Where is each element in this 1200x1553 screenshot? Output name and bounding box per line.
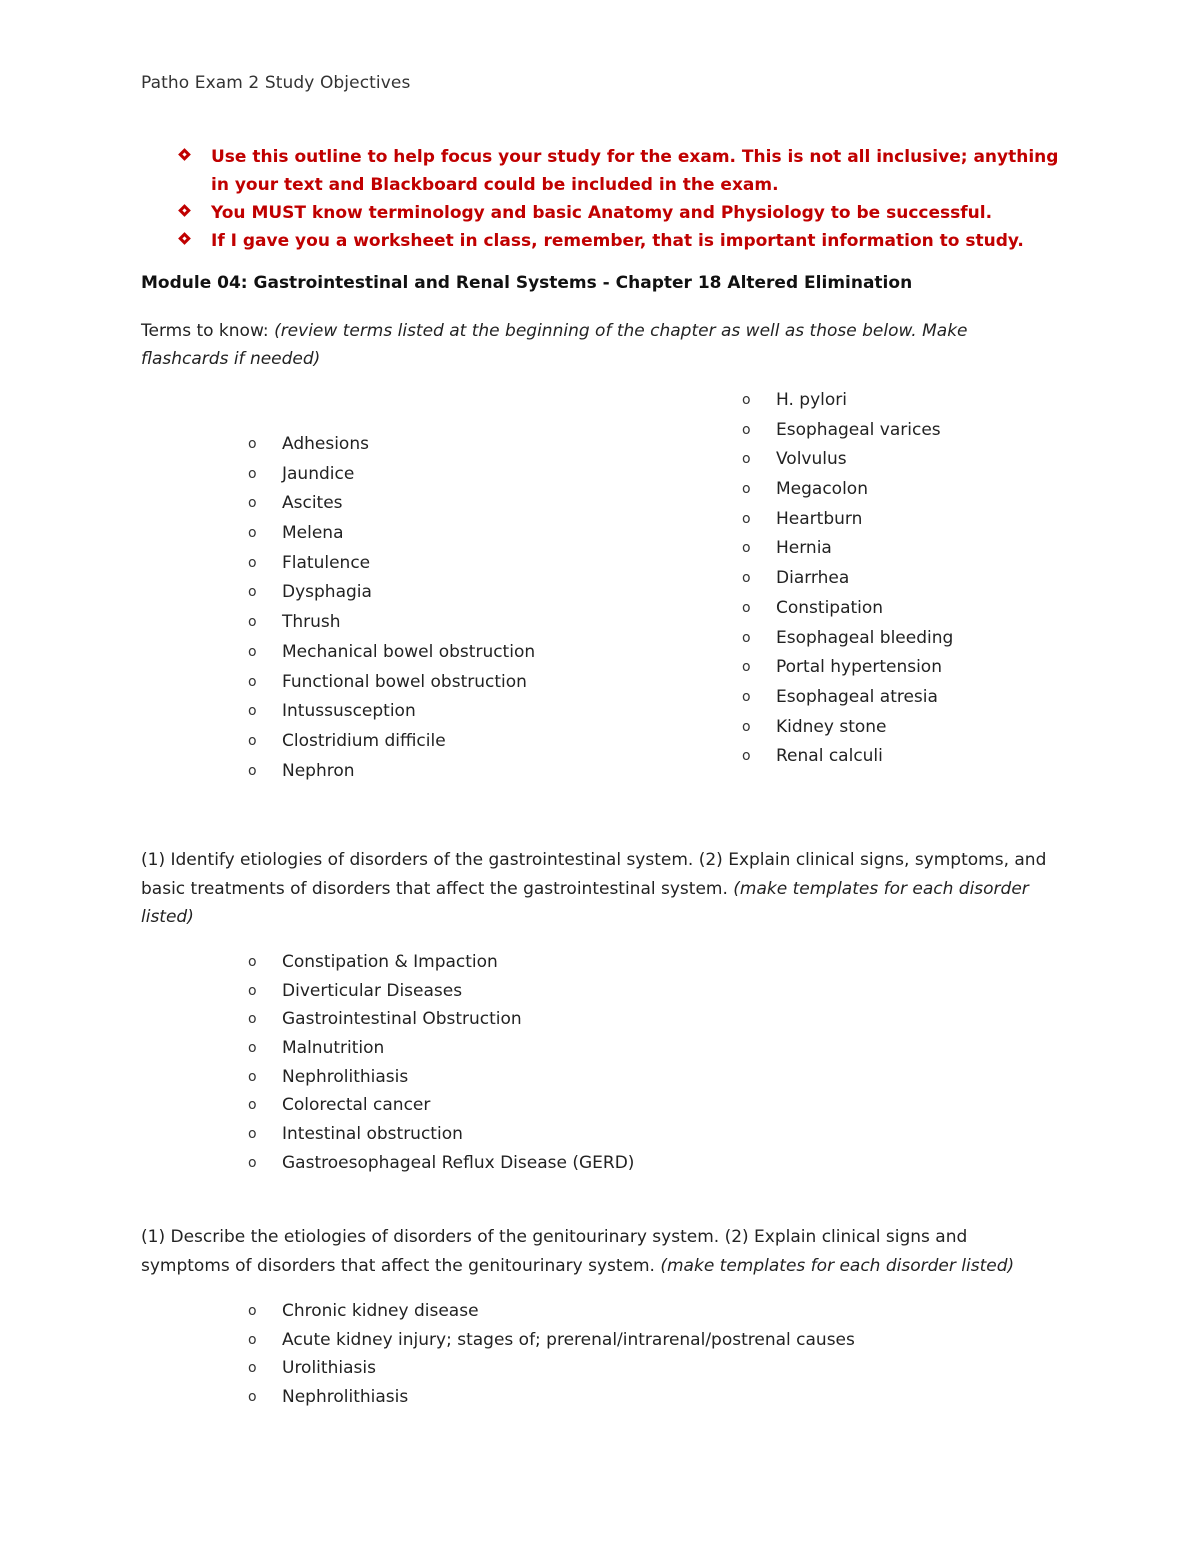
list-item-text: Constipation bbox=[776, 597, 884, 618]
list-item bbox=[742, 445, 953, 475]
list-item bbox=[248, 977, 634, 1006]
list-item-text: Ascites bbox=[282, 493, 343, 514]
circle-bullet-icon: o bbox=[248, 1389, 257, 1406]
list-item bbox=[248, 430, 535, 460]
list-item-text: Esophageal bleeding bbox=[776, 627, 954, 648]
list-item bbox=[248, 549, 535, 579]
circle-bullet-icon: o bbox=[248, 673, 257, 690]
gu-disorders-list bbox=[248, 1297, 855, 1412]
list-item-text: Thrush bbox=[282, 612, 341, 633]
list-item bbox=[742, 534, 953, 564]
list-item-text: H. pylori bbox=[776, 390, 847, 410]
list-item bbox=[248, 757, 535, 787]
circle-bullet-icon: o bbox=[248, 465, 257, 482]
instructions-list bbox=[177, 143, 1077, 255]
terms-intro-note: (review terms listed at the beginning of the chapter as well as those below. Make flashcards if needed) bbox=[141, 321, 968, 369]
circle-bullet-icon: o bbox=[248, 584, 257, 601]
list-item-text: Jaundice bbox=[282, 463, 355, 484]
circle-bullet-icon: o bbox=[742, 688, 751, 705]
objective-gastrointestinal bbox=[141, 846, 1061, 932]
diamond-bullet-icon bbox=[178, 232, 191, 245]
list-item bbox=[248, 1005, 634, 1034]
list-item bbox=[248, 1326, 855, 1355]
list-item bbox=[248, 1120, 634, 1149]
list-item bbox=[248, 727, 535, 757]
list-item bbox=[248, 1034, 634, 1063]
objective-text: (1) Describe the etiologies of disorders of the genitourinary system. (2) Explain clinical signs and symptoms of disorders that affect the genitourinary system. bbox=[141, 1227, 968, 1276]
list-item bbox=[742, 713, 953, 743]
page-header-title: Patho Exam 2 Study Objectives bbox=[141, 73, 411, 93]
list-item-text: Esophageal atresia bbox=[776, 686, 938, 707]
circle-bullet-icon: o bbox=[248, 436, 257, 452]
instruction-item bbox=[177, 227, 1077, 255]
circle-bullet-icon: o bbox=[248, 1331, 257, 1348]
instruction-text: You MUST know terminology and basic Anatomy and Physiology to be successful. bbox=[211, 203, 993, 223]
list-item-text: Renal calculi bbox=[776, 746, 883, 767]
list-item bbox=[742, 386, 953, 416]
list-item bbox=[248, 1297, 855, 1326]
circle-bullet-icon: o bbox=[248, 525, 257, 542]
list-item-text: Mechanical bowel obstruction bbox=[282, 641, 536, 662]
terms-intro bbox=[141, 317, 1041, 373]
list-item bbox=[248, 697, 535, 727]
circle-bullet-icon: o bbox=[248, 1303, 257, 1319]
list-item bbox=[742, 564, 953, 594]
circle-bullet-icon: o bbox=[742, 718, 751, 735]
circle-bullet-icon: o bbox=[248, 1040, 257, 1057]
list-item bbox=[742, 742, 953, 772]
gi-disorders-list bbox=[248, 948, 634, 1178]
list-item-text: Intussusception bbox=[282, 701, 416, 722]
list-item-text: Constipation & Impaction bbox=[282, 952, 498, 972]
list-item bbox=[248, 1149, 634, 1178]
list-item-text: Intestinal obstruction bbox=[282, 1124, 463, 1145]
list-item-text: Flatulence bbox=[282, 552, 371, 573]
circle-bullet-icon: o bbox=[248, 1126, 257, 1143]
module-heading: Module 04: Gastrointestinal and Renal Systems - Chapter 18 Altered Elimination bbox=[141, 273, 913, 293]
list-item-text: Malnutrition bbox=[282, 1038, 385, 1059]
list-item-text: Kidney stone bbox=[776, 716, 887, 737]
list-item bbox=[248, 1091, 634, 1120]
list-item bbox=[248, 578, 535, 608]
list-item bbox=[742, 653, 953, 683]
circle-bullet-icon: o bbox=[742, 748, 751, 765]
list-item bbox=[248, 638, 535, 668]
list-item-text: Nephrolithiasis bbox=[282, 1387, 409, 1408]
list-item bbox=[742, 505, 953, 535]
list-item-text: Nephron bbox=[282, 760, 355, 781]
objective-note: (make templates for each disorder listed) bbox=[660, 1255, 1015, 1276]
list-item-text: Heartburn bbox=[776, 508, 863, 529]
list-item-text: Melena bbox=[282, 523, 344, 544]
objective-text: (1) Identify etiologies of disorders of the gastrointestinal system. (2) Explain clinical signs, symptoms, and basic treatments of disorders that affect the gastrointestinal system. bbox=[141, 850, 1047, 899]
list-item bbox=[742, 416, 953, 446]
circle-bullet-icon: o bbox=[742, 481, 751, 498]
list-item-text: Adhesions bbox=[282, 434, 369, 454]
diamond-bullet-icon bbox=[178, 148, 191, 161]
circle-bullet-icon: o bbox=[248, 732, 257, 749]
circle-bullet-icon: o bbox=[248, 1097, 257, 1114]
list-item-text: Nephrolithiasis bbox=[282, 1066, 409, 1087]
objective-genitourinary bbox=[141, 1223, 1061, 1280]
circle-bullet-icon: o bbox=[742, 540, 751, 557]
list-item-text: Acute kidney injury; stages of; prerenal/intrarenal/postrenal causes bbox=[282, 1329, 855, 1350]
objective-note: (make templates for each disorder listed) bbox=[141, 878, 1029, 927]
list-item bbox=[742, 594, 953, 624]
circle-bullet-icon: o bbox=[248, 643, 257, 660]
list-item-text: Chronic kidney disease bbox=[282, 1301, 479, 1321]
list-item-text: Esophageal varices bbox=[776, 419, 941, 440]
list-item bbox=[248, 519, 535, 549]
circle-bullet-icon: o bbox=[248, 1154, 257, 1171]
list-item bbox=[248, 608, 535, 638]
list-item bbox=[248, 489, 535, 519]
list-item-text: Diverticular Diseases bbox=[282, 980, 463, 1001]
circle-bullet-icon: o bbox=[742, 392, 751, 408]
circle-bullet-icon: o bbox=[742, 451, 751, 468]
list-item-text: Hernia bbox=[776, 538, 832, 559]
list-item bbox=[248, 668, 535, 698]
circle-bullet-icon: o bbox=[248, 982, 257, 999]
circle-bullet-icon: o bbox=[248, 1068, 257, 1085]
list-item-text: Colorectal cancer bbox=[282, 1095, 431, 1116]
list-item-text: Diarrhea bbox=[776, 568, 850, 589]
list-item-text: Urolithiasis bbox=[282, 1358, 376, 1379]
list-item bbox=[742, 475, 953, 505]
circle-bullet-icon: o bbox=[248, 614, 257, 631]
circle-bullet-icon: o bbox=[742, 421, 751, 438]
circle-bullet-icon: o bbox=[248, 1011, 257, 1028]
list-item-text: Dysphagia bbox=[282, 582, 372, 603]
list-item bbox=[248, 1383, 855, 1412]
list-item bbox=[742, 683, 953, 713]
circle-bullet-icon: o bbox=[248, 554, 257, 571]
list-item-text: Clostridium difficile bbox=[282, 730, 446, 751]
circle-bullet-icon: o bbox=[248, 1360, 257, 1377]
terms-list-left bbox=[248, 430, 535, 786]
terms-intro-lead: Terms to know: bbox=[141, 321, 275, 341]
circle-bullet-icon: o bbox=[742, 629, 751, 646]
circle-bullet-icon: o bbox=[742, 599, 751, 616]
circle-bullet-icon: o bbox=[248, 495, 257, 512]
circle-bullet-icon: o bbox=[248, 762, 257, 779]
list-item bbox=[742, 624, 953, 654]
circle-bullet-icon: o bbox=[248, 703, 257, 720]
list-item bbox=[248, 1063, 634, 1092]
circle-bullet-icon: o bbox=[742, 659, 751, 676]
list-item-text: Gastrointestinal Obstruction bbox=[282, 1009, 522, 1030]
list-item-text: Functional bowel obstruction bbox=[282, 671, 527, 692]
terms-list-right bbox=[742, 386, 953, 772]
instruction-text: If I gave you a worksheet in class, remember, that is important information to study. bbox=[211, 231, 1024, 251]
circle-bullet-icon: o bbox=[742, 570, 751, 587]
list-item-text: Gastroesophageal Reflux Disease (GERD) bbox=[282, 1152, 635, 1173]
diamond-bullet-icon bbox=[178, 204, 191, 217]
circle-bullet-icon: o bbox=[742, 510, 751, 527]
list-item-text: Portal hypertension bbox=[776, 657, 942, 678]
circle-bullet-icon: o bbox=[248, 954, 257, 970]
instruction-item bbox=[177, 143, 1077, 199]
instruction-item bbox=[177, 199, 1077, 227]
list-item bbox=[248, 948, 634, 977]
list-item bbox=[248, 1354, 855, 1383]
list-item bbox=[248, 460, 535, 490]
list-item-text: Megacolon bbox=[776, 479, 868, 500]
instruction-text: Use this outline to help focus your study for the exam. This is not all inclusive; anything in your text and Blackboard could be included in the exam. bbox=[211, 147, 1059, 195]
list-item-text: Volvulus bbox=[776, 449, 847, 470]
